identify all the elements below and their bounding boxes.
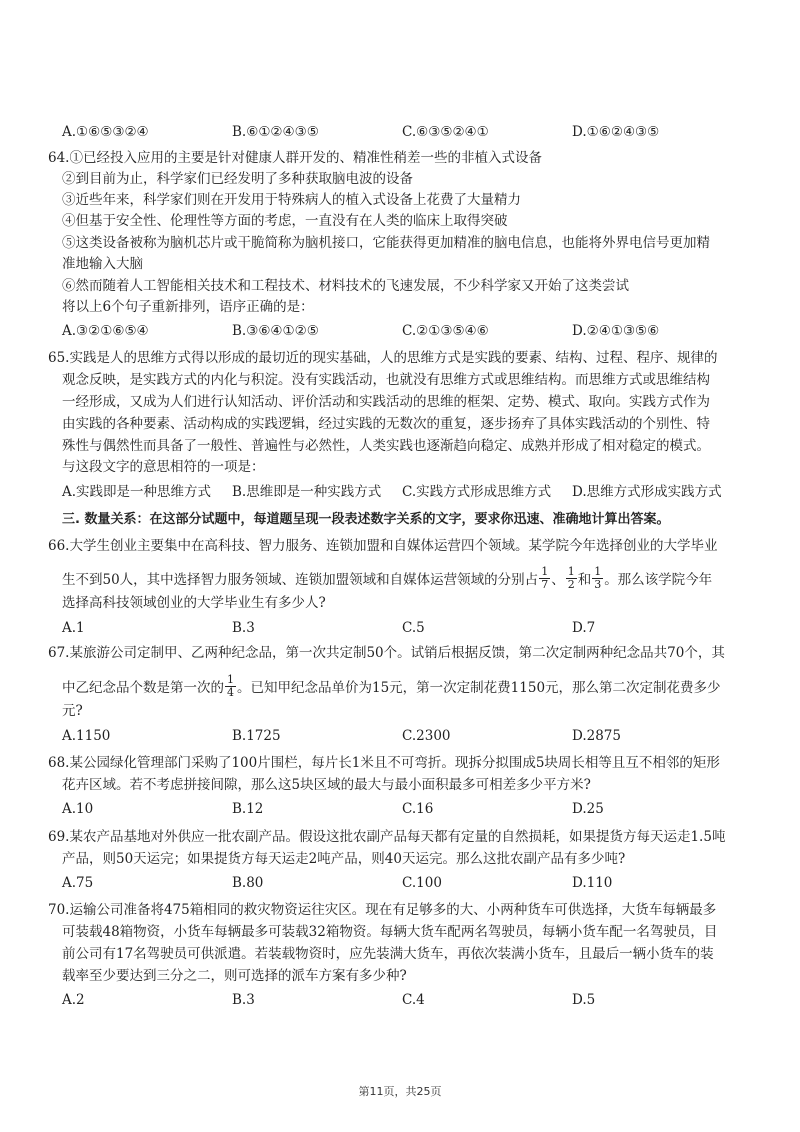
fraction-numerator: 1	[541, 565, 549, 578]
q70-option-a: A.2	[62, 992, 85, 1008]
fraction-denominator: 7	[541, 578, 549, 591]
q64-line: ④但基于安全性、伦理性等方面的考虑，一直没有在人类的临床上取得突破	[62, 213, 508, 229]
q66-line	[62, 565, 713, 593]
q66-line: 66.大学生创业主要集中在高科技、智力服务、连锁加盟和自媒体运营四个领域。某学院今年选择创业的大学毕业	[48, 538, 718, 554]
q66-option-c: C.5	[402, 620, 425, 636]
q70-option-c: C.4	[402, 992, 425, 1008]
q68-line: 68.某公园绿化管理部门采购了100片围栏，每片长1米且不可弯折。现拆分拟围成5块周长相等且互不相邻的矩形	[48, 755, 720, 771]
fraction-numerator: 1	[227, 673, 234, 686]
q66-separator: 、	[551, 572, 565, 588]
q70-option-b: B.3	[232, 992, 255, 1008]
q63-option-d: D.①⑥②④③⑤	[572, 124, 660, 140]
q65-line: 一经形成，又成为人们进行认知活动、评价活动和实践活动的思维的框架、定势、模式、取向。实践方式作为	[62, 394, 710, 410]
q67-option-c: C.2300	[402, 728, 451, 744]
q65-option-b: B.思维即是一种实践方式	[232, 484, 382, 500]
q67-line: 67.某旅游公司定制甲、乙两种纪念品，第一次共定制50个。试销后根据反馈，第二次定制两种纪念品共70个，其	[48, 645, 725, 661]
q65-line: 65.实践是人的思维方式得以形成的最切近的现实基础，人的思维方式是实践的要素、结构、过程、程序、规律的	[48, 350, 718, 366]
fraction-denominator: 4	[227, 686, 234, 699]
q68-options	[0, 799, 800, 819]
q68-line: 花卉区域。若不考虑拼接间隙，那么这5块区域的最大与最小面积最多可相差多少平方米?	[62, 777, 591, 793]
q64-line: ⑥然而随着人工智能相关技术和工程技术、材料技术的飞速发展，不少科学家又开始了这类尝试	[62, 278, 629, 294]
q65-line: 殊性与偶然性而具备了一般性、普遍性与必然性，人类实践也逐渐趋向稳定、成熟并形成了相对稳定的模式。	[62, 438, 710, 454]
q66-text: 生不到50人，其中选择智力服务领域、连锁加盟领域和自媒体运营领域的分别占	[62, 572, 539, 588]
fraction-numerator: 1	[567, 565, 575, 578]
q64-prompt: 将以上6个句子重新排列，语序正确的是：	[62, 299, 314, 315]
q66-line: 选择高科技领域创业的大学毕业生有多少人?	[62, 595, 326, 611]
q64-line: ③近些年来，科学家们则在开发用于特殊病人的植入式设备上花费了大量精力	[62, 192, 521, 208]
fraction-denominator: 2	[567, 578, 575, 591]
q64-option-c: C.②①③⑤④⑥	[402, 323, 489, 339]
q69-option-a: A.75	[62, 875, 94, 891]
q66-text: 。那么该学院今年	[604, 572, 713, 588]
q67-line	[62, 673, 721, 701]
q69-option-d: D.110	[572, 875, 613, 891]
q65-option-d: D.思维方式形成实践方式	[572, 484, 722, 500]
q70-line: 载率至少要达到三分之二，则可选择的派车方案有多少种?	[62, 968, 407, 984]
q66-fraction	[592, 566, 603, 591]
q66-option-d: D.7	[572, 620, 596, 636]
q69-option-b: B.80	[232, 875, 264, 891]
q64-line: ②到目前为止，科学家们已经发明了多种获取脑电波的设备	[62, 171, 413, 187]
q68-option-a: A.10	[62, 801, 94, 817]
q67-text: 中乙纪念品个数是第一次的	[62, 680, 224, 696]
q67-text: 。已知甲纪念品单价为15元，第一次定制花费1150元，那么第二次定制花费多少	[237, 680, 721, 696]
section-heading: 三. 数量关系：在这部分试题中，每道题呈现一段表述数字关系的文字，要求你迅速、准确地计算出答案。	[62, 512, 670, 527]
q64-line: 64.①已经投入应用的主要是针对健康人群开发的、精准性稍差一些的非植入式设备	[48, 150, 542, 166]
q68-option-b: B.12	[232, 801, 264, 817]
q65-line: 由实践的各种要素、活动构成的实践逻辑，经过实践的无数次的重复，逐步扬弃了具体实践活动的个别性、特	[62, 416, 710, 432]
q66-separator: 和	[577, 572, 592, 588]
q69-line: 69.某农产品基地对外供应一批农副产品。假设这批农副产品每天都有定量的自然损耗，如果提货方每天运走1.5吨	[48, 829, 726, 845]
q67-line: 元?	[62, 703, 83, 719]
q70-option-d: D.5	[572, 992, 596, 1008]
q65-option-c: C.实践方式形成思维方式	[402, 484, 552, 500]
q70-line: 前公司有17名驾驶员可供派遣。若装载物资时，应先装满大货车，再依次装满小货车，且最后一辆小货车的装	[62, 946, 714, 962]
q67-option-d: D.2875	[572, 728, 621, 744]
q64-option-d: D.②④①③⑤⑥	[572, 323, 660, 339]
q67-option-b: B.1725	[232, 728, 281, 744]
q70-line: 70.运输公司准备将475箱相同的救灾物资运往灾区。现在有足够多的大、小两种货车可供选择，大货车每辆最多	[48, 902, 717, 918]
q64-line: 准地输入大脑	[62, 256, 143, 272]
q68-option-c: C.16	[402, 801, 434, 817]
q66-option-a: A.1	[62, 620, 85, 636]
q65-option-a: A.实践即是一种思维方式	[62, 484, 212, 500]
q63-option-a: A.①⑥⑤③②④	[62, 124, 149, 140]
q67-option-a: A.1150	[62, 728, 111, 744]
q64-options	[0, 321, 800, 341]
q66-option-b: B.3	[232, 620, 255, 636]
q70-options	[0, 990, 800, 1010]
q65-prompt: 与这段文字的意思相符的一项是：	[62, 459, 265, 475]
q70-line: 可装载48箱物资，小货车每辆最多可装载32箱物资。每辆大货车配两名驾驶员，每辆小货车配一名驾驶员，目	[62, 924, 718, 940]
q63-option-b: B.⑥①②④③⑤	[232, 124, 319, 140]
q64-option-b: B.③⑥④①②⑤	[232, 323, 319, 339]
q64-line: ⑤这类设备被称为脑机芯片或干脆简称为脑机接口，它能获得更加精准的脑电信息，也能将外界电信号更加精	[62, 235, 710, 251]
q66-fraction	[566, 566, 577, 591]
q66-options	[0, 618, 800, 638]
q67-fraction	[225, 674, 236, 699]
q69-line: 产品，则50天运完；如果提货方每天运走2吨产品，则40天运完。那么这批农副产品有多少吨?	[62, 851, 626, 867]
q63-option-c: C.⑥③⑤②④①	[402, 124, 489, 140]
q65-line: 观念反映，是实践方式的内化与积淀。没有实践活动，也就没有思维方式或思维结构。而思维方式或思维结构	[62, 372, 710, 388]
q63-options	[0, 122, 800, 142]
page-footer: 第11页，共25页	[358, 1085, 442, 1098]
q67-options	[0, 726, 800, 746]
q69-options	[0, 873, 800, 893]
fraction-denominator: 3	[594, 578, 602, 591]
q66-fraction	[539, 566, 550, 591]
q69-option-c: C.100	[402, 875, 442, 891]
q68-option-d: D.25	[572, 801, 604, 817]
fraction-numerator: 1	[594, 565, 602, 578]
q64-option-a: A.③②①⑥⑤④	[62, 323, 149, 339]
q65-options	[0, 482, 800, 502]
